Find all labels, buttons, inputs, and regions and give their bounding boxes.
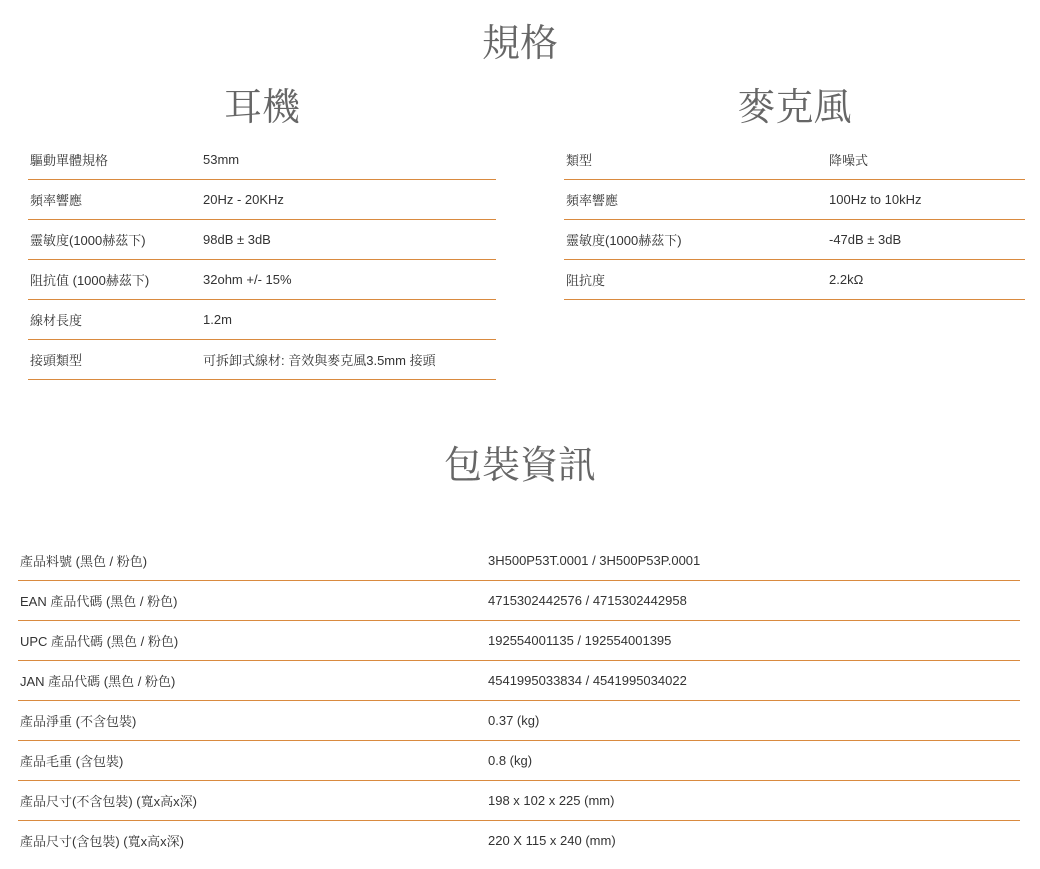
headphone-spec-table xyxy=(28,140,496,380)
package-row xyxy=(18,581,1020,621)
microphone-spec-table xyxy=(564,140,1025,300)
page-title: 規格 xyxy=(481,21,558,65)
spec-label: 頻率響應 xyxy=(566,193,619,208)
spec-value: -47dB ± 3dB xyxy=(829,232,902,247)
spec-value: 降噪式 xyxy=(829,153,869,168)
spec-label: 靈敏度(1000赫茲下) xyxy=(566,233,682,248)
package-label: 產品尺寸(含包裝) (寬x高x深) xyxy=(20,834,184,849)
package-label: 產品尺寸(不含包裝) (寬x高x深) xyxy=(20,794,197,809)
package-value: 220 X 115 x 240 (mm) xyxy=(488,833,616,848)
package-row xyxy=(18,701,1020,741)
package-value: 198 x 102 x 225 (mm) xyxy=(488,793,615,808)
spec-label: 靈敏度(1000赫茲下) xyxy=(30,233,146,248)
package-row xyxy=(18,621,1020,661)
package-value: 4541995033834 / 4541995034022 xyxy=(488,673,687,688)
spec-value: 20Hz - 20KHz xyxy=(203,192,284,207)
package-label: 產品毛重 (含包裝) xyxy=(20,754,124,769)
package-value: 4715302442576 / 4715302442958 xyxy=(488,593,687,608)
package-value: 0.8 (kg) xyxy=(488,753,533,768)
spec-label: 阻抗度 xyxy=(566,273,606,288)
package-label: EAN 產品代碼 (黑色 / 粉色) xyxy=(20,594,178,609)
spec-label: 類型 xyxy=(566,153,593,168)
spec-row xyxy=(28,220,496,260)
spec-value: 53mm xyxy=(203,152,240,167)
package-info-table xyxy=(18,541,1020,860)
package-row xyxy=(18,821,1020,860)
package-value: 192554001135 / 192554001395 xyxy=(488,633,672,648)
package-row xyxy=(18,781,1020,821)
spec-label: 接頭類型 xyxy=(30,353,83,368)
spec-row xyxy=(28,340,496,380)
spec-label: 線材長度 xyxy=(30,313,83,328)
package-label: JAN 產品代碼 (黑色 / 粉色) xyxy=(20,674,176,689)
spec-value: 98dB ± 3dB xyxy=(203,232,271,247)
package-label: 產品淨重 (不含包裝) xyxy=(20,714,137,729)
spec-value: 可拆卸式線材: 音效與麥克風3.5mm 接頭 xyxy=(203,353,436,368)
spec-row xyxy=(28,140,496,180)
spec-value: 32ohm +/- 15% xyxy=(203,272,292,287)
package-value: 0.37 (kg) xyxy=(488,713,540,728)
spec-value: 100Hz to 10kHz xyxy=(829,192,922,207)
package-label: 產品料號 (黑色 / 粉色) xyxy=(20,554,148,569)
spec-row xyxy=(564,220,1025,260)
package-row xyxy=(18,541,1020,581)
package-value: 3H500P53T.0001 / 3H500P53P.0001 xyxy=(488,553,701,568)
spec-label: 阻抗值 (1000赫茲下) xyxy=(30,273,150,288)
spec-row xyxy=(564,180,1025,220)
microphone-section-title: 麥克風 xyxy=(737,85,852,129)
spec-row xyxy=(564,140,1025,180)
package-row xyxy=(18,661,1020,701)
spec-row xyxy=(28,300,496,340)
package-section-title: 包裝資訊 xyxy=(443,443,596,487)
spec-label: 頻率響應 xyxy=(30,193,83,208)
spec-row xyxy=(28,260,496,300)
package-label: UPC 產品代碼 (黑色 / 粉色) xyxy=(20,634,179,649)
package-row xyxy=(18,741,1020,781)
spec-value: 2.2kΩ xyxy=(829,272,864,287)
spec-row xyxy=(564,260,1025,300)
headphone-section-title: 耳機 xyxy=(223,85,300,129)
spec-label: 驅動單體規格 xyxy=(30,153,109,168)
spec-row xyxy=(28,180,496,220)
spec-value: 1.2m xyxy=(203,312,232,327)
